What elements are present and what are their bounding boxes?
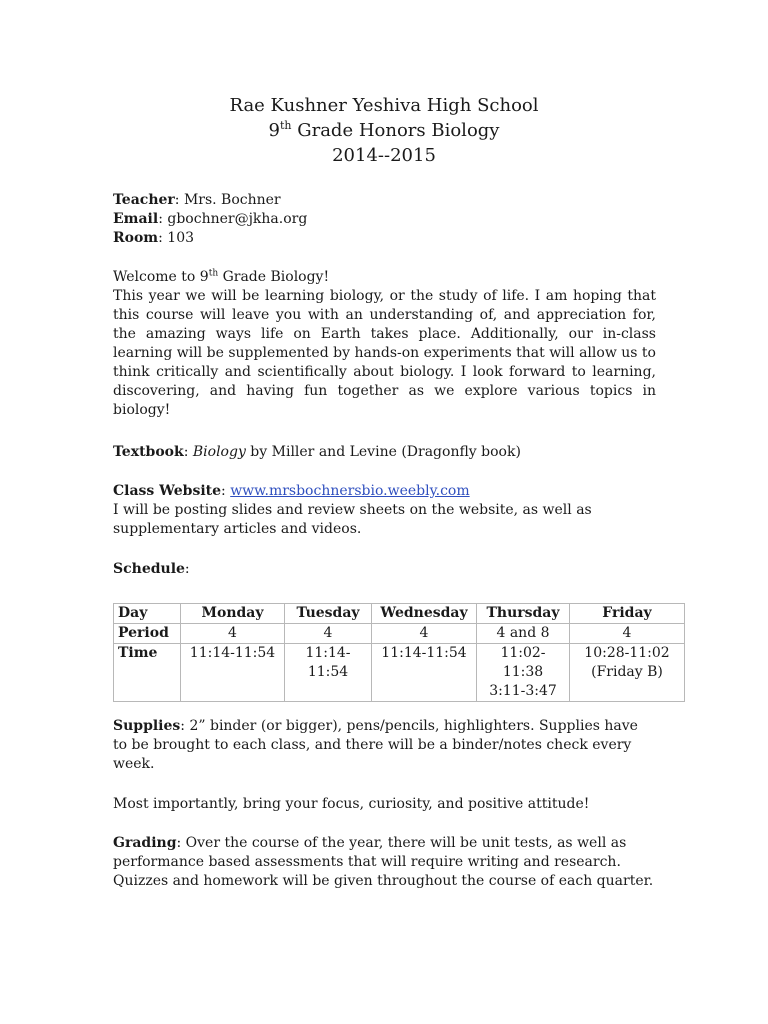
grading-label: Grading (113, 835, 177, 851)
schedule-label: Schedule (113, 561, 185, 577)
time-line-1: 10:28-11:02 (584, 645, 670, 661)
textbook-label: Textbook (113, 444, 184, 460)
website-label: Class Website (113, 483, 222, 499)
school-year: 2014--2015 (332, 145, 436, 166)
time-line-1: 11:02-11:38 (500, 645, 546, 680)
textbook-title: Biology (192, 444, 246, 460)
schedule-cell: 4 (181, 624, 285, 644)
grade-suffix: th (279, 119, 292, 132)
website-line (113, 482, 656, 501)
supplies-label: Supplies (113, 718, 181, 734)
schedule-table (113, 603, 685, 702)
schedule-days-row (114, 604, 685, 624)
schedule-cell: 4 (372, 624, 477, 644)
time-line-2: 3:11-3:47 (489, 683, 557, 699)
welcome-line (113, 268, 656, 287)
website-link[interactable]: www.mrsbochnersbio.weebly.com (230, 483, 470, 499)
schedule-cell: 4 (570, 624, 685, 644)
contact-info (113, 191, 656, 248)
schedule-cell (570, 644, 685, 702)
website-description: I will be posting slides and review sheets on the website, as well as supplementary articles and videos. (113, 502, 592, 537)
course-title (0, 118, 768, 143)
schedule-cell: 11:14-11:54 (181, 644, 285, 702)
schedule-cell (477, 644, 570, 702)
schedule-period-row (114, 624, 685, 644)
schedule-cell: Wednesday (372, 604, 477, 624)
schedule-colon: : (184, 561, 190, 577)
email-label: Email (113, 211, 159, 227)
room-value: : 103 (158, 230, 195, 246)
schedule-cell: Period (114, 624, 181, 644)
grading-section (113, 834, 656, 891)
schedule-cell: Time (114, 644, 181, 702)
website-colon: : (221, 483, 231, 499)
schedule-cell: 11:14-11:54 (285, 644, 372, 702)
schedule-cell: Friday (570, 604, 685, 624)
schedule-cell: 4 and 8 (477, 624, 570, 644)
schedule-cell: Day (114, 604, 181, 624)
textbook-line (113, 443, 656, 462)
website-section (113, 482, 656, 539)
welcome-paragraph: This year we will be learning biology, or the study of life. I am hoping that this course will leave you with an understanding of, and appreciation for, the amazing ways life on Earth takes place. Additionally, our in-class learning will be supplemented by hands-on experiments that will allow us to think critically and scientifically about biology. I look forward to learning, discovering, and having fun together as we explore various topics in biology! (113, 288, 656, 418)
welcome-post: Grade Biology! (218, 269, 330, 285)
schedule-cell: Thursday (477, 604, 570, 624)
room-label: Room (113, 230, 159, 246)
school-name: Rae Kushner Yeshiva High School (229, 95, 539, 116)
schedule-cell: 4 (285, 624, 372, 644)
welcome-section (113, 268, 656, 420)
email-value: : gbochner@jkha.org (158, 211, 308, 227)
grade-number: 9 (268, 120, 280, 141)
important-note: Most importantly, bring your focus, curiosity, and positive attitude! (113, 796, 590, 812)
document-header (0, 93, 768, 168)
welcome-pre: Welcome to 9 (113, 269, 209, 285)
course-name: Grade Honors Biology (291, 120, 500, 141)
teacher-value: : Mrs. Bochner (174, 192, 281, 208)
supplies-section (113, 717, 656, 774)
schedule-time-row (114, 644, 685, 702)
email-line (113, 210, 656, 229)
time-line-2: (Friday B) (591, 664, 663, 680)
welcome-sup: th (208, 268, 219, 279)
grading-text: : Over the course of the year, there will be unit tests, as well as performance based assessments that will require writing and research. Quizzes and homework will be given throughout the course of each quarter. (113, 835, 654, 889)
textbook-rest: by Miller and Levine (Dragonfly book) (245, 444, 521, 460)
schedule-cell: Tuesday (285, 604, 372, 624)
teacher-line (113, 191, 656, 210)
textbook-colon: : (183, 444, 193, 460)
schedule-cell: Monday (181, 604, 285, 624)
teacher-label: Teacher (113, 192, 175, 208)
schedule-cell: 11:14-11:54 (372, 644, 477, 702)
schedule-heading (113, 560, 656, 579)
supplies-text: : 2” binder (or bigger), pens/pencils, highlighters. Supplies have to be brought to each class, and there will be a binder/notes check every week. (113, 718, 638, 772)
room-line (113, 229, 656, 248)
